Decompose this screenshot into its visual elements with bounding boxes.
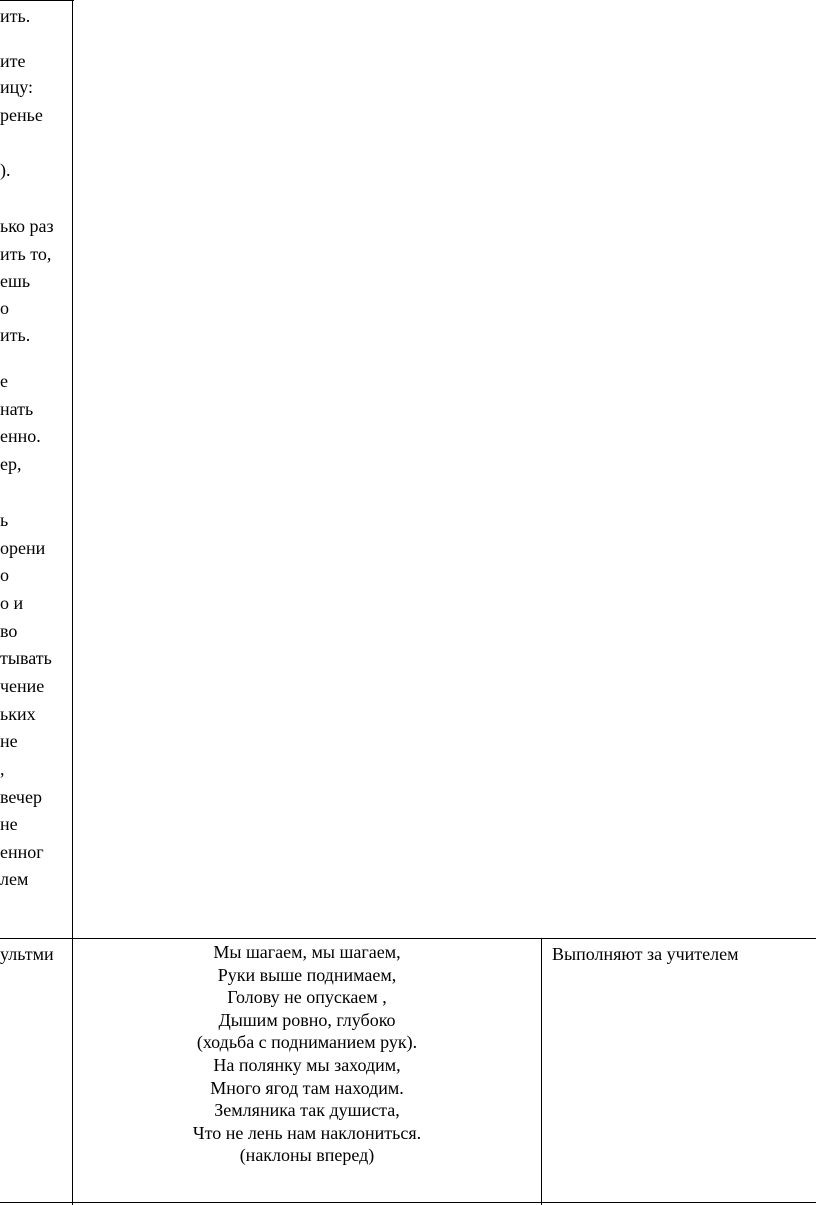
poem-line: (наклоны вперед) bbox=[239, 1145, 375, 1166]
student-activity: Выполняют за учителем bbox=[552, 944, 739, 964]
poem-line: На полянку мы заходим, bbox=[213, 1054, 401, 1075]
text-fragment: енног bbox=[0, 842, 44, 862]
poem-line: Голову не опускаем , bbox=[227, 987, 387, 1008]
text-fragment: енно. bbox=[0, 426, 41, 446]
text-fragment: вечер bbox=[0, 787, 42, 807]
poem-line: Руки выше поднимаем, bbox=[217, 964, 397, 985]
text-fragment: не bbox=[0, 731, 18, 751]
text-fragment: о bbox=[0, 298, 9, 318]
text-fragment: лем bbox=[0, 869, 29, 889]
table-bottom-border bbox=[0, 1202, 816, 1203]
table-top-border bbox=[0, 0, 74, 1]
text-fragment: ько раз bbox=[0, 216, 54, 236]
text-fragment: ить. bbox=[0, 325, 31, 345]
text-fragment: чение bbox=[0, 676, 45, 696]
text-fragment: ешь bbox=[0, 271, 31, 291]
text-fragment: о bbox=[0, 565, 9, 585]
text-fragment: ь bbox=[0, 510, 9, 530]
text-fragment: е bbox=[0, 371, 8, 391]
text-fragment: о и bbox=[0, 593, 24, 613]
teacher-activity-poem bbox=[72, 941, 542, 1167]
text-fragment: ить. bbox=[0, 6, 31, 26]
text-fragment: ер, bbox=[0, 454, 22, 474]
text-fragment: орени bbox=[0, 538, 46, 558]
poem-line: Много ягод там находим. bbox=[210, 1077, 404, 1098]
row-divider bbox=[0, 938, 816, 939]
text-fragment: , bbox=[0, 759, 5, 779]
poem-line: (ходьба с подниманием рук). bbox=[196, 1032, 418, 1053]
text-fragment: ). bbox=[0, 160, 11, 180]
poem-line: Дышим ровно, глубоко bbox=[218, 1009, 396, 1030]
poem-line: Земляника так душиста, bbox=[214, 1100, 400, 1121]
text-fragment: ицу: bbox=[0, 77, 34, 97]
text-fragment: нать bbox=[0, 399, 34, 419]
text-fragment: тывать bbox=[0, 648, 52, 668]
text-fragment: ьких bbox=[0, 704, 36, 724]
text-fragment: ить то, bbox=[0, 244, 52, 264]
poem-line: Что не лень нам наклониться. bbox=[192, 1122, 422, 1143]
poem-line: Мы шагаем, мы шагаем, bbox=[213, 942, 401, 962]
text-fragment: во bbox=[0, 621, 18, 641]
text-fragment: не bbox=[0, 814, 18, 834]
text-fragment: ите bbox=[0, 51, 26, 71]
stage-label: ультми bbox=[0, 944, 54, 964]
text-fragment: ренье bbox=[0, 105, 43, 125]
